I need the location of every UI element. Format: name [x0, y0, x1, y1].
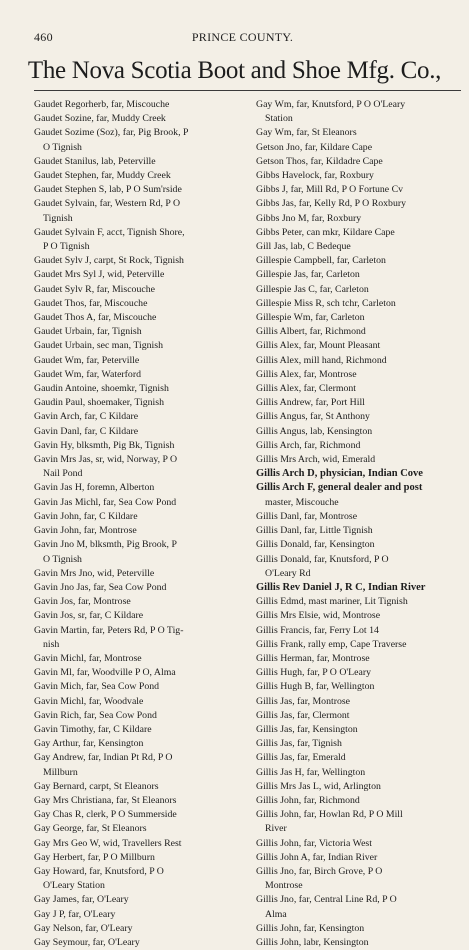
directory-entry: Gay Howard, far, Knutsford, P O [34, 865, 164, 877]
directory-entry: Gillis John, far, Richmond [256, 794, 360, 806]
directory-entry: Gillis Jas, far, Montrose [256, 695, 351, 707]
directory-entry: Gaudin Paul, shoemaker, Tignish [34, 397, 164, 409]
directory-entry: Gay Herbert, far, P O Millburn [34, 851, 155, 863]
directory-entry: Gibbs Havelock, far, Roxbury [256, 170, 374, 182]
directory-entry: O Tignish [43, 553, 82, 565]
directory-entry: Gaudet Wm, far, Waterford [34, 368, 141, 380]
directory-entry: Gavin Mrs Jas, sr, wid, Norway, P O [34, 454, 178, 466]
directory-entry: Gay Nelson, far, O'Leary [34, 922, 133, 934]
directory-entry: Gillis Jas, far, Tignish [256, 738, 342, 750]
directory-entry: Gillis Mrs Elsie, wid, Montrose [256, 610, 381, 622]
directory-entry: Gavin Michl, far, Montrose [34, 652, 142, 664]
directory-column-left [34, 98, 246, 950]
directory-entry: Gay Andrew, far, Indian Pt Rd, P O [34, 752, 173, 764]
directory-entry: Gavin Jos, far, Montrose [34, 596, 131, 608]
directory-entry: Gillis Donald, far, Knutsford, P O [256, 553, 389, 565]
directory-entry: Gillis Danl, far, Little Tignish [256, 525, 373, 537]
directory-entry: Gay Wm, far, Knutsford, P O O'Leary [256, 99, 406, 110]
directory-entry: Gaudet Sylv R, far, Miscouche [34, 283, 155, 295]
directory-entry: Gillis Alex, far, Montrose [256, 368, 357, 380]
directory-entry: Gavin Jas Michl, far, Sea Cow Pond [34, 496, 177, 508]
directory-entry: Tignish [43, 212, 73, 224]
directory-entry: Gillis Arch D, physician, Indian Cove [256, 468, 423, 480]
directory-entry: Getson Jno, far, Kildare Cape [256, 141, 373, 153]
directory-entry: Gillis Arch F, general dealer and post [256, 482, 423, 494]
directory-entry: Gillis Andrew, far, Port Hill [256, 397, 365, 409]
directory-entry: Gillis Hugh, far, P O O'Leary [256, 667, 372, 679]
directory-entry: Gillis John, far, Howlan Rd, P O Mill [256, 809, 403, 821]
directory-entry: Gillis Albert, far, Richmond [256, 326, 366, 338]
directory-entry: Gillis Herman, far, Montrose [256, 652, 370, 664]
directory-entry: Gavin Arch, far, C Kildare [34, 411, 139, 423]
directory-entry: Gaudet Sozine, far, Muddy Creek [34, 113, 166, 125]
directory-entry: Gaudet Thos, far, Miscouche [34, 297, 148, 309]
directory-entry: Gillis Rev Daniel J, R C, Indian River [256, 581, 426, 593]
directory-entry: Gibbs Jas, far, Kelly Rd, P O Roxbury [256, 198, 407, 210]
directory-entry: Gavin Jno M, blksmth, Pig Brook, P [34, 539, 177, 551]
directory-entry: Gillis Jno, far, Central Line Rd, P O [256, 894, 397, 906]
directory-entry: Gaudet Sylv J, carpt, St Rock, Tignish [34, 255, 184, 267]
directory-entry: master, Miscouche [265, 496, 339, 508]
directory-entry: Gibbs Peter, can mkr, Kildare Cape [256, 226, 395, 238]
page-number: 460 [34, 30, 53, 44]
directory-entry: Gay Chas R, clerk, P O Summerside [34, 809, 177, 821]
directory-entry: Gavin Mrs Jno, wid, Peterville [34, 567, 155, 579]
directory-entry: Gillis Edmd, mast mariner, Lit Tignish [256, 596, 408, 608]
directory-entry: Gay James, far, O'Leary [34, 894, 129, 906]
directory-entry: Gavin John, far, Montrose [34, 525, 137, 537]
directory-entry: Gaudet Sozime (Soz), far, Pig Brook, P [34, 127, 189, 139]
directory-entry: Gavin Michl, far, Woodvale [34, 695, 144, 707]
directory-entry: O Tignish [43, 141, 82, 153]
directory-entry: Gillis John, labr, Kensington [256, 936, 369, 948]
directory-entry: Gillespie Jas, far, Carleton [256, 269, 360, 281]
directory-entry: Gay Arthur, far, Kensington [34, 738, 144, 750]
directory-entry: Gavin Jas H, foremn, Alberton [34, 482, 155, 494]
directory-entry: Gay J P, far, O'Leary [34, 908, 116, 920]
directory-entry: Alma [265, 908, 287, 920]
directory-entry: Gay Bernard, carpt, St Eleanors [34, 780, 159, 792]
directory-entry: Gavin Rich, far, Sea Cow Pond [34, 709, 157, 721]
directory-entry: Getson Thos, far, Kildadre Cape [256, 155, 383, 167]
directory-entry: Gibbs J, far, Mill Rd, P O Fortune Cv [256, 184, 404, 196]
directory-entry: Gavin Hy, blksmth, Pig Bk, Tignish [34, 439, 175, 451]
directory-entry: Gillis Francis, far, Ferry Lot 14 [256, 624, 379, 636]
directory-entry: Gillis Angus, lab, Kensington [256, 425, 373, 437]
directory-entry: Gaudet Urbain, sec man, Tignish [34, 340, 163, 352]
directory-entry: O'Leary Rd [265, 567, 311, 579]
directory-column-right [256, 98, 461, 950]
page-header [34, 30, 451, 44]
directory-entry: Gillis Alex, far, Mount Pleasant [256, 340, 381, 352]
directory-entry: Gillis Frank, rally emp, Cape Traverse [256, 638, 407, 650]
directory-entry: Gillis John, far, Kensington [256, 922, 365, 934]
directory-entry: Gay Mrs Christiana, far, St Eleanors [34, 794, 177, 806]
directory-entry: Gaudin Antoine, shoemkr, Tignish [34, 383, 169, 395]
advertisement-banner: The Nova Scotia Boot and Shoe Mfg. Co., [27, 57, 442, 84]
directory-entry: Gillis Alex, far, Clermont [256, 383, 357, 395]
directory-entry: Gaudet Thos A, far, Miscouche [34, 312, 157, 324]
directory-entry: Gillis Jno, far, Birch Grove, P O [256, 865, 383, 877]
directory-entry: Montrose [265, 880, 303, 892]
directory-entry: Station [265, 113, 293, 125]
directory-entry: Gay George, far, St Eleanors [34, 823, 147, 835]
directory-entry: Gavin Martin, far, Peters Rd, P O Tig- [34, 624, 184, 636]
directory-entry: Gillis Jas, far, Emerald [256, 752, 346, 764]
directory-entry: Gaudet Stephen, far, Muddy Creek [34, 170, 171, 182]
directory-entry: Gaudet Sylvain F, acct, Tignish Shore, [34, 226, 185, 238]
directory-entry: Gavin Mich, far, Sea Cow Pond [34, 681, 160, 693]
directory-entry: Gillespie Miss R, sch tchr, Carleton [256, 297, 396, 309]
directory-entry: Gaudet Stanilus, lab, Peterville [34, 155, 156, 167]
directory-entry: Gillis Mrs Arch, wid, Emerald [256, 454, 376, 466]
directory-entry: Gillis Donald, far, Kensington [256, 539, 375, 551]
directory-entry: Gillis Hugh B, far, Wellington [256, 681, 375, 693]
directory-entry: Gillis Danl, far, Montrose [256, 510, 358, 522]
directory-entry: Gillis Alex, mill hand, Richmond [256, 354, 387, 366]
directory-entry: Gill Jas, lab, C Bedeque [256, 241, 351, 253]
directory-entry: River [265, 823, 287, 835]
directory-entry: Gillis Jas, far, Clermont [256, 709, 350, 721]
directory-entry: P O Tignish [43, 241, 90, 253]
page-running-title: PRINCE COUNTY. [191, 30, 294, 44]
directory-entry: Gillespie Jas C, far, Carleton [256, 283, 369, 295]
directory-entry: O'Leary Station [43, 880, 105, 892]
directory-entry: Gaudet Mrs Syl J, wid, Peterville [34, 269, 165, 281]
banner-rule [34, 90, 461, 91]
directory-entry: Gavin Danl, far, C Kildare [34, 425, 139, 437]
directory-entry: Gavin Jno Jas, far, Sea Cow Pond [34, 581, 167, 593]
directory-entry: Millburn [43, 766, 78, 778]
directory-entry: Gibbs Jno M, far, Roxbury [256, 212, 362, 224]
directory-entry: Gay Mrs Geo W, wid, Travellers Rest [34, 837, 182, 849]
directory-entry: Gaudet Urbain, far, Tignish [34, 326, 142, 338]
directory-entry: Gillis John A, far, Indian River [256, 851, 378, 863]
directory-entry: Gaudet Wm, far, Peterville [34, 354, 140, 366]
directory-entry: Gavin Ml, far, Woodville P O, Alma [34, 667, 176, 679]
directory-entry: nish [43, 638, 60, 650]
directory-entry: Gillis Arch, far, Richmond [256, 439, 361, 451]
directory-entry: Nail Pond [43, 468, 83, 480]
directory-entry: Gavin Timothy, far, C Kildare [34, 723, 152, 735]
directory-entry: Gillis Jas, far, Kensington [256, 723, 358, 735]
directory-entry: Gillespie Wm, far, Carleton [256, 312, 365, 324]
directory-entry: Gay Seymour, far, O'Leary [34, 936, 140, 948]
directory-entry: Gillis John, far, Victoria West [256, 837, 372, 849]
directory-entry: Gillis Mrs Jas L, wid, Arlington [256, 780, 381, 792]
directory-entry: Gillis Jas H, far, Wellington [256, 766, 366, 778]
directory-entry: Gillespie Campbell, far, Carleton [256, 255, 386, 267]
directory-entry: Gillis Angus, far, St Anthony [256, 411, 370, 423]
directory-entry: Gaudet Sylvain, far, Western Rd, P O [34, 198, 181, 210]
directory-entry: Gaudet Stephen S, lab, P O Sum'rside [34, 184, 182, 196]
directory-entry: Gay Wm, far, St Eleanors [256, 127, 357, 139]
directory-entry: Gavin Jos, sr, far, C Kildare [34, 610, 144, 622]
directory-entry: Gavin John, far, C Kildare [34, 510, 138, 522]
directory-entry: Gaudet Regorherb, far, Miscouche [34, 99, 170, 110]
